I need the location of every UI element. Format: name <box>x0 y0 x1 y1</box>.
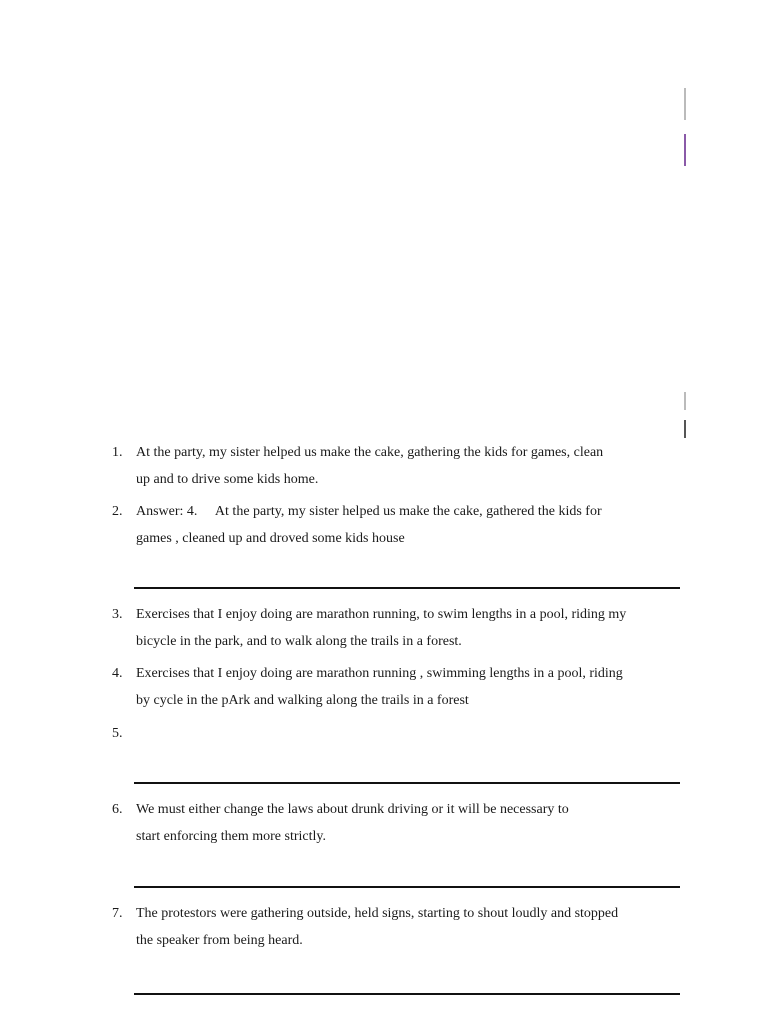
margin-mark <box>684 88 686 120</box>
item-text: We must either change the laws about drunk driving or it will be necessary to start enforcing them more strictly. <box>136 802 569 844</box>
item-number: 3. <box>112 607 123 622</box>
margin-mark <box>684 392 686 410</box>
item-text: Answer: 4. At the party, my sister helped us make the cake, gathered the kids for games , cleaned up and droved some kids house <box>136 504 602 546</box>
answer-line <box>134 993 680 995</box>
item-number: 2. <box>112 504 123 519</box>
item-text: At the party, my sister helped us make the cake, gathering the kids for games, clean up and to drive some kids home. <box>136 445 604 487</box>
item-text: The protestors were gathering outside, held signs, starting to shout loudly and stopped the speaker from being heard. <box>136 906 619 948</box>
list-item <box>112 498 672 552</box>
item-number: 5. <box>112 726 123 741</box>
item-number: 4. <box>112 666 123 681</box>
list-item <box>112 601 672 655</box>
answer-line <box>134 782 680 784</box>
item-text: Exercises that I enjoy doing are marathon running, to swim lengths in a pool, riding my bicycle in the park, and to walk along the trails in a forest. <box>136 607 627 649</box>
answer-line <box>134 587 680 589</box>
list-item <box>112 439 672 493</box>
item-number: 6. <box>112 802 123 817</box>
answer-line <box>134 886 680 888</box>
item-text: Exercises that I enjoy doing are marathon running , swimming lengths in a pool, riding by cycle in the pArk and walking along the trails in a forest <box>136 666 623 708</box>
margin-mark <box>684 134 686 166</box>
item-number: 7. <box>112 906 123 921</box>
item-number: 1. <box>112 445 123 460</box>
list-item <box>112 900 672 954</box>
list-item <box>112 660 672 714</box>
margin-mark <box>684 420 686 438</box>
list-item <box>112 796 672 850</box>
